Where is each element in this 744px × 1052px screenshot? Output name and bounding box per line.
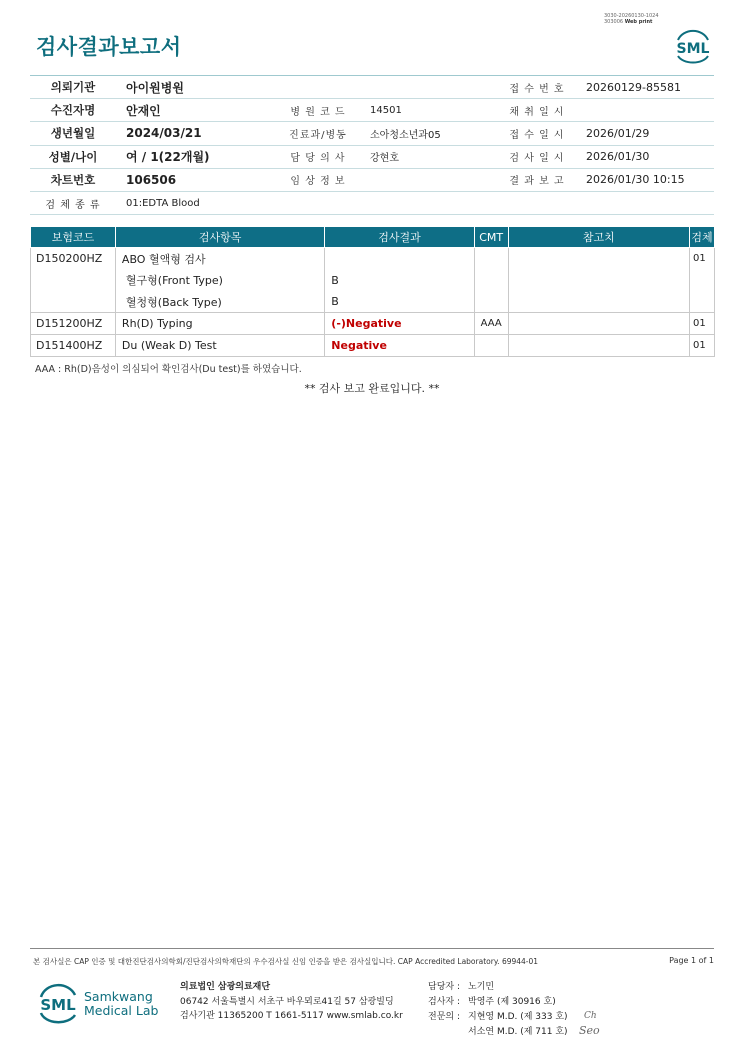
info-row-requester: [30, 76, 714, 99]
table-row: [31, 248, 715, 270]
col-test-result: 검사결과: [325, 227, 474, 248]
hospital-code-label: 병 원 코 드: [290, 106, 346, 118]
cell-result: B: [325, 291, 474, 313]
report-complete-note: ** 검사 보고 완료입니다. **: [304, 382, 440, 395]
specimen-type-value: 01:EDTA Blood: [126, 197, 200, 209]
table-row: [31, 291, 715, 313]
requester-label: 의뢰기관: [30, 79, 116, 95]
info-row-chart-no: [30, 169, 714, 192]
cell-cmt: [474, 269, 508, 291]
cell-reference: [508, 248, 689, 270]
table-row: [31, 269, 715, 291]
results-table: [30, 226, 715, 357]
staff-value: 박영주 (제 30916 호): [468, 997, 556, 1007]
physician-value: 강현호: [370, 153, 399, 165]
cell-item: 혈청형(Back Type): [125, 295, 222, 309]
staff-label: 담당자 :: [428, 982, 460, 992]
staff-row: [428, 1010, 568, 1025]
staff-row: [428, 980, 568, 995]
staff-value: 노기민: [468, 982, 495, 992]
cell-specimen: 01: [690, 248, 715, 270]
test-date-value: 2026/01/30: [586, 150, 650, 164]
signature-1: Ch: [584, 1011, 597, 1021]
brand-line2: Medical Lab: [84, 1003, 159, 1018]
organization-info: [180, 980, 403, 1024]
table-row: [31, 335, 715, 357]
cell-item: ABO 혈액형 검사: [115, 248, 324, 270]
chart-no-label: 차트번호: [30, 172, 116, 188]
page-number: Page 1 of 1: [669, 956, 714, 965]
cmt-footnote: AAA : Rh(D)음성이 의심되어 확인검사(Du test)를 하였습니다.: [35, 364, 302, 375]
table-row: [31, 313, 715, 335]
staff-value: 서소연 M.D. (제 711 호): [468, 1027, 568, 1037]
cell-result: B: [325, 269, 474, 291]
certification-text: 본 검사실은 CAP 인증 및 대한진단검사의학회/진단검사의학재단의 우수검사실 신임 인증을 받은 검사실입니다. CAP Accredited Laboratory. 69944-01: [33, 957, 539, 966]
sex-age-value: 여 / 1(22개월): [126, 150, 210, 165]
specimen-type-label: 검 체 종 류: [30, 196, 116, 211]
received-date-value: 2026/01/29: [586, 126, 650, 140]
received-date-label: 접 수 일 시: [509, 129, 565, 141]
info-row-sex-age: [30, 146, 714, 169]
cell-code: D150200HZ: [31, 248, 116, 270]
staff-label: 검사자 :: [428, 997, 460, 1007]
svg-text:SML: SML: [676, 41, 710, 57]
cell-specimen: [690, 269, 715, 291]
chart-no-value: 106506: [126, 172, 177, 187]
staff-label: 전문의 :: [428, 1012, 460, 1022]
hospital-code-value: 14501: [370, 104, 402, 116]
brand-name: [84, 990, 158, 1018]
staff-value: 지현영 M.D. (제 333 호): [468, 1012, 568, 1022]
org-contact: 검사기관 11365200 T 1661-5117 www.smlab.co.kr: [180, 1011, 403, 1021]
cell-item: 혈구형(Front Type): [125, 274, 223, 288]
patient-name-label: 수진자명: [30, 102, 116, 118]
cell-code: D151400HZ: [31, 335, 116, 357]
report-date-value: 2026/01/30 10:15: [586, 173, 685, 187]
cell-code: [31, 269, 116, 291]
accession-no-label: 접 수 번 호: [509, 83, 565, 95]
cell-reference: [508, 313, 689, 335]
cell-result: [325, 248, 474, 270]
footer-divider: [30, 948, 714, 949]
cell-result: Negative: [331, 339, 387, 353]
info-row-specimen: [30, 192, 714, 215]
cell-reference: [508, 335, 689, 357]
cell-specimen: [690, 291, 715, 313]
department-label: 진료과/병동: [289, 129, 347, 141]
org-address: 06742 서울특별시 서초구 바우뫼로41길 57 삼광빌딩: [180, 996, 394, 1007]
collection-date-label: 채 취 일 시: [509, 106, 565, 118]
department-value: 소아청소년과05: [370, 129, 441, 141]
web-print-tag: Web print: [624, 19, 653, 25]
sml-logo-icon: [672, 26, 714, 64]
brand-line1: Samkwang: [84, 989, 153, 1004]
report-code-line1: 3030-20260130-1024: [604, 13, 659, 19]
col-specimen: 검체: [690, 227, 715, 248]
results-header-row: [31, 227, 715, 248]
page-title: 검사결과보고서: [36, 35, 182, 59]
cell-item: Rh(D) Typing: [115, 313, 324, 335]
cell-reference: [508, 269, 689, 291]
cell-cmt: AAA: [474, 313, 508, 335]
info-row-birthdate: [30, 122, 714, 145]
col-cmt: CMT: [474, 227, 508, 248]
cell-result: (-)Negative: [331, 317, 402, 331]
staff-row: [428, 995, 568, 1010]
info-row-patient-name: [30, 99, 714, 122]
sml-logo-icon: [36, 981, 80, 1025]
cell-code: D151200HZ: [31, 313, 116, 335]
clinical-info-label: 임 상 정 보: [290, 176, 346, 188]
col-insurance-code: 보험코드: [31, 227, 116, 248]
staff-label: [428, 1025, 468, 1040]
cell-specimen: 01: [690, 313, 715, 335]
org-name: 의료법인 삼광의료재단: [180, 982, 271, 992]
sex-age-label: 성별/나이: [30, 149, 116, 165]
birthdate-value: 2024/03/21: [126, 126, 202, 141]
birthdate-label: 생년월일: [30, 125, 116, 141]
cell-specimen: 01: [690, 335, 715, 357]
staff-list: [428, 980, 568, 1040]
cell-reference: [508, 291, 689, 313]
test-date-label: 검 사 일 시: [509, 153, 565, 165]
cell-cmt: [474, 291, 508, 313]
report-code-line2: 303006: [604, 19, 624, 25]
col-reference: 참고치: [508, 227, 689, 248]
physician-label: 담 당 의 사: [290, 153, 346, 165]
requester-value: 아이원병원: [126, 80, 184, 95]
report-date-label: 결 과 보 고: [509, 176, 565, 188]
patient-name-value: 안재인: [126, 103, 161, 118]
cell-cmt: [474, 248, 508, 270]
patient-info-grid: [30, 75, 714, 215]
col-test-item: 검사항목: [115, 227, 324, 248]
svg-text:SML: SML: [40, 996, 76, 1014]
signature-2: Seo: [579, 1024, 600, 1037]
cell-code: [31, 291, 116, 313]
cell-item: Du (Weak D) Test: [115, 335, 324, 357]
report-id-code: [604, 13, 659, 25]
staff-row: [428, 1025, 568, 1040]
cell-cmt: [474, 335, 508, 357]
accession-no-value: 20260129-85581: [586, 80, 681, 94]
